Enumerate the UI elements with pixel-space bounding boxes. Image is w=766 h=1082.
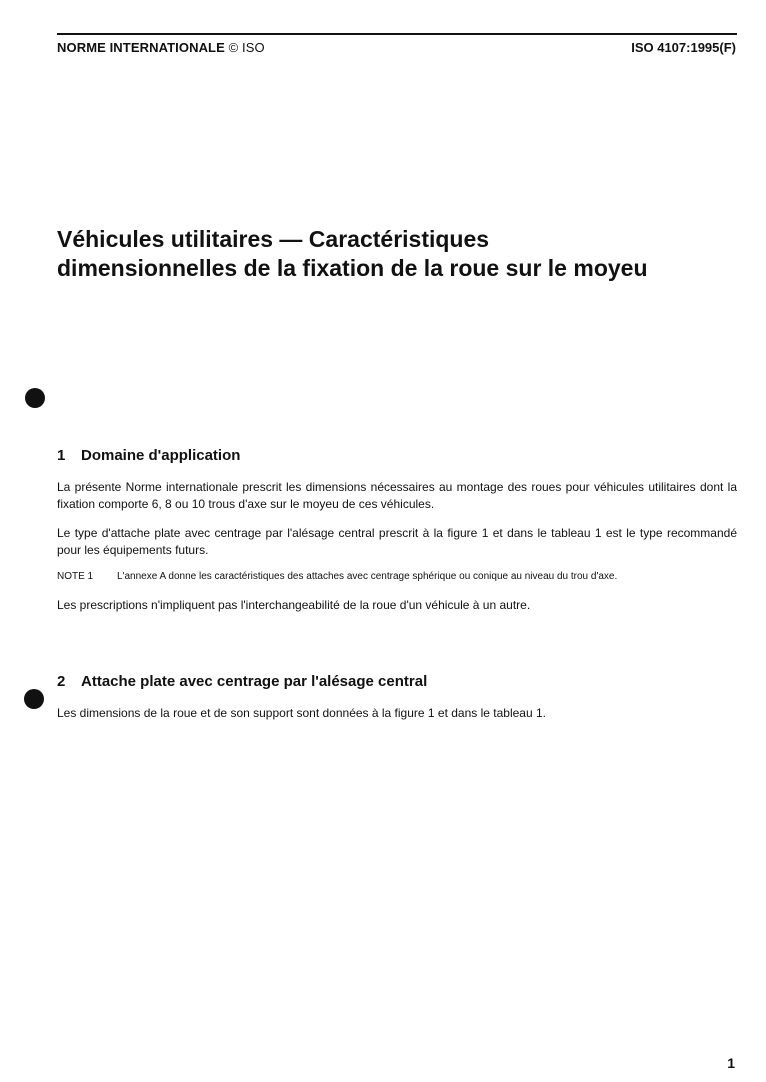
note-text: L'annexe A donne les caractéristiques des attaches avec centrage sphérique ou conique au niveau du trou d'axe. [117,571,618,582]
section-number: 2 [57,673,66,690]
section-1-note [57,570,747,584]
margin-bullet-icon [25,388,45,408]
section-2-heading [57,673,427,690]
section-1-paragraph-2: Le type d'attache plate avec centrage par l'alésage central prescrit à la figure 1 et dans le tableau 1 est le type recommandé pour les équipements futurs. [57,526,737,557]
document-title [57,225,747,283]
copyright-text: © ISO [228,40,265,55]
header-rule [57,33,737,35]
section-title: Domaine d'application [81,447,241,464]
margin-bullet-icon [24,689,44,709]
section-1-heading [57,447,240,464]
title-line-1: Véhicules utilitaires — Caractéristiques [57,226,490,252]
document-number: ISO 4107:1995(F) [631,40,736,55]
section-number: 1 [57,447,66,464]
section-1-paragraph-1: La présente Norme internationale prescrit les dimensions nécessaires au montage des roues pour véhicules utilitaires dont la fixation comporte 6, 8 ou 10 trous d'axe sur le moyeu de ces véhicules. [57,480,737,511]
title-line-2: dimensionnelles de la fixation de la roue sur le moyeu [57,255,648,281]
header-standard-label [57,40,265,55]
page-number: 1 [727,1055,735,1071]
note-label: NOTE 1 [57,571,94,582]
section-title: Attache plate avec centrage par l'alésage central [81,673,428,690]
section-2-paragraph-1: Les dimensions de la roue et de son support sont données à la figure 1 et dans le tableau 1. [57,706,546,720]
section-1-paragraph-3: Les prescriptions n'impliquent pas l'interchangeabilité de la roue d'un véhicule à un autre. [57,598,531,612]
standard-label-text: NORME INTERNATIONALE [57,40,225,55]
